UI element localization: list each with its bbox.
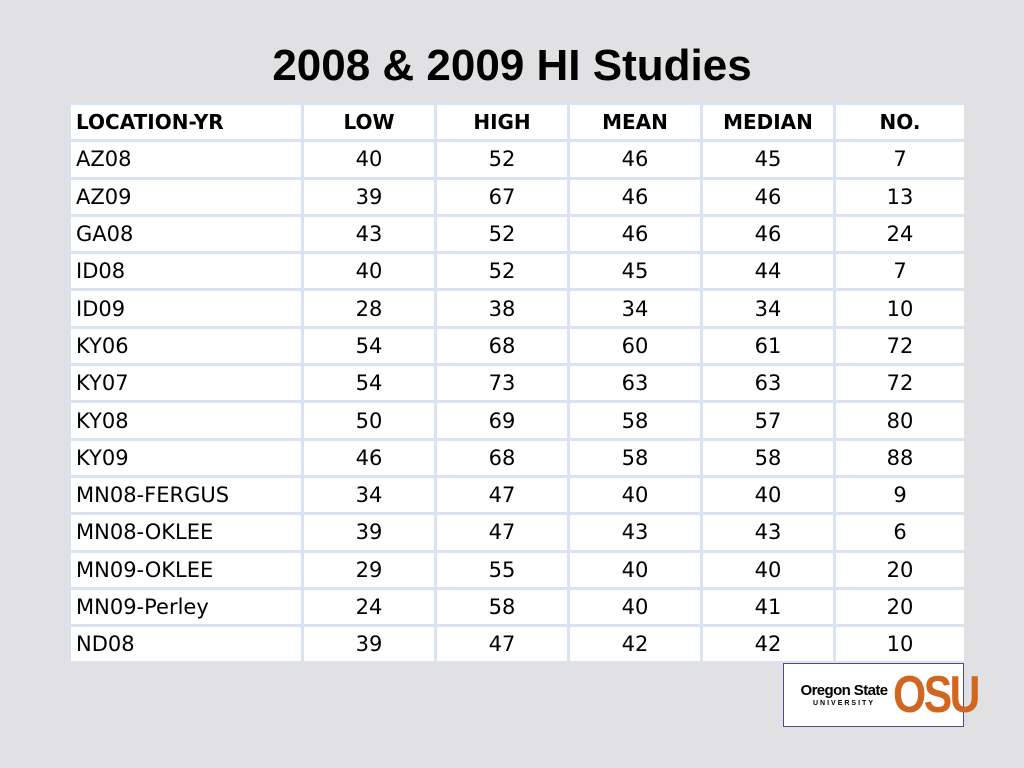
cell-low: 39 [304,627,434,661]
cell-no: 7 [836,142,964,176]
cell-high: 55 [437,553,567,587]
cell-no: 7 [836,254,964,288]
logo-wordmark [794,682,894,708]
table-row [71,180,964,214]
cell-location-yr: AZ08 [71,142,301,176]
column-header-no: NO. [836,105,964,139]
osu-logo [783,663,979,727]
cell-high: 52 [437,142,567,176]
slide-title: 2008 & 2009 HI Studies [272,41,752,90]
cell-mean: 34 [570,291,700,325]
cell-median: 34 [703,291,833,325]
cell-location-yr: KY09 [71,441,301,475]
cell-median: 40 [703,478,833,512]
table-row [71,553,964,587]
cell-location-yr: MN09-OKLEE [71,553,301,587]
cell-mean: 45 [570,254,700,288]
cell-median: 46 [703,180,833,214]
cell-median: 57 [703,403,833,437]
data-table-container [68,102,964,663]
cell-low: 40 [304,142,434,176]
logo-mark: OSU [893,666,979,724]
cell-low: 54 [304,366,434,400]
cell-high: 47 [437,478,567,512]
cell-median: 44 [703,254,833,288]
table-header-row [71,105,964,139]
cell-location-yr: GA08 [71,217,301,251]
cell-median: 40 [703,553,833,587]
cell-no: 9 [836,478,964,512]
cell-mean: 46 [570,180,700,214]
cell-no: 72 [836,366,964,400]
data-table [68,102,967,664]
cell-low: 24 [304,590,434,624]
table-row [71,403,964,437]
cell-low: 54 [304,329,434,363]
cell-no: 6 [836,515,964,549]
cell-median: 43 [703,515,833,549]
cell-high: 69 [437,403,567,437]
cell-mean: 60 [570,329,700,363]
cell-location-yr: ID08 [71,254,301,288]
cell-location-yr: KY08 [71,403,301,437]
cell-low: 28 [304,291,434,325]
cell-high: 52 [437,254,567,288]
cell-location-yr: MN09-Perley [71,590,301,624]
cell-low: 29 [304,553,434,587]
table-row [71,478,964,512]
column-header-low: LOW [304,105,434,139]
cell-high: 47 [437,515,567,549]
cell-no: 20 [836,553,964,587]
cell-low: 39 [304,515,434,549]
cell-high: 58 [437,590,567,624]
cell-location-yr: ID09 [71,291,301,325]
cell-low: 34 [304,478,434,512]
logo-name: Oregon State [800,682,888,699]
cell-mean: 58 [570,403,700,437]
cell-location-yr: AZ09 [71,180,301,214]
cell-no: 72 [836,329,964,363]
cell-low: 50 [304,403,434,437]
cell-mean: 42 [570,627,700,661]
table-row [71,590,964,624]
cell-low: 43 [304,217,434,251]
table-row [71,217,964,251]
cell-mean: 40 [570,553,700,587]
cell-mean: 40 [570,590,700,624]
cell-no: 10 [836,627,964,661]
cell-no: 13 [836,180,964,214]
cell-no: 88 [836,441,964,475]
column-header-mean: MEAN [570,105,700,139]
cell-location-yr: KY06 [71,329,301,363]
cell-median: 58 [703,441,833,475]
cell-no: 80 [836,403,964,437]
cell-mean: 46 [570,142,700,176]
cell-no: 24 [836,217,964,251]
cell-median: 46 [703,217,833,251]
cell-location-yr: ND08 [71,627,301,661]
cell-high: 68 [437,329,567,363]
table-row [71,366,964,400]
cell-mean: 58 [570,441,700,475]
table-row [71,441,964,475]
cell-no: 20 [836,590,964,624]
cell-location-yr: MN08-OKLEE [71,515,301,549]
table-row [71,254,964,288]
cell-mean: 40 [570,478,700,512]
cell-low: 39 [304,180,434,214]
column-header-high: HIGH [437,105,567,139]
cell-low: 46 [304,441,434,475]
cell-median: 63 [703,366,833,400]
cell-no: 10 [836,291,964,325]
cell-high: 52 [437,217,567,251]
cell-mean: 63 [570,366,700,400]
cell-mean: 46 [570,217,700,251]
cell-high: 73 [437,366,567,400]
cell-high: 68 [437,441,567,475]
table-row [71,627,964,661]
table-row [71,515,964,549]
cell-median: 61 [703,329,833,363]
table-body [71,105,964,661]
table-row [71,329,964,363]
logo-subtitle: UNIVERSITY [812,700,875,707]
cell-median: 42 [703,627,833,661]
cell-median: 45 [703,142,833,176]
cell-high: 67 [437,180,567,214]
table-row [71,291,964,325]
cell-low: 40 [304,254,434,288]
table-row [71,142,964,176]
cell-median: 41 [703,590,833,624]
column-header-location-yr: LOCATION-YR [71,105,301,139]
cell-location-yr: KY07 [71,366,301,400]
cell-mean: 43 [570,515,700,549]
cell-location-yr: MN08-FERGUS [71,478,301,512]
cell-high: 47 [437,627,567,661]
cell-high: 38 [437,291,567,325]
column-header-median: MEDIAN [703,105,833,139]
